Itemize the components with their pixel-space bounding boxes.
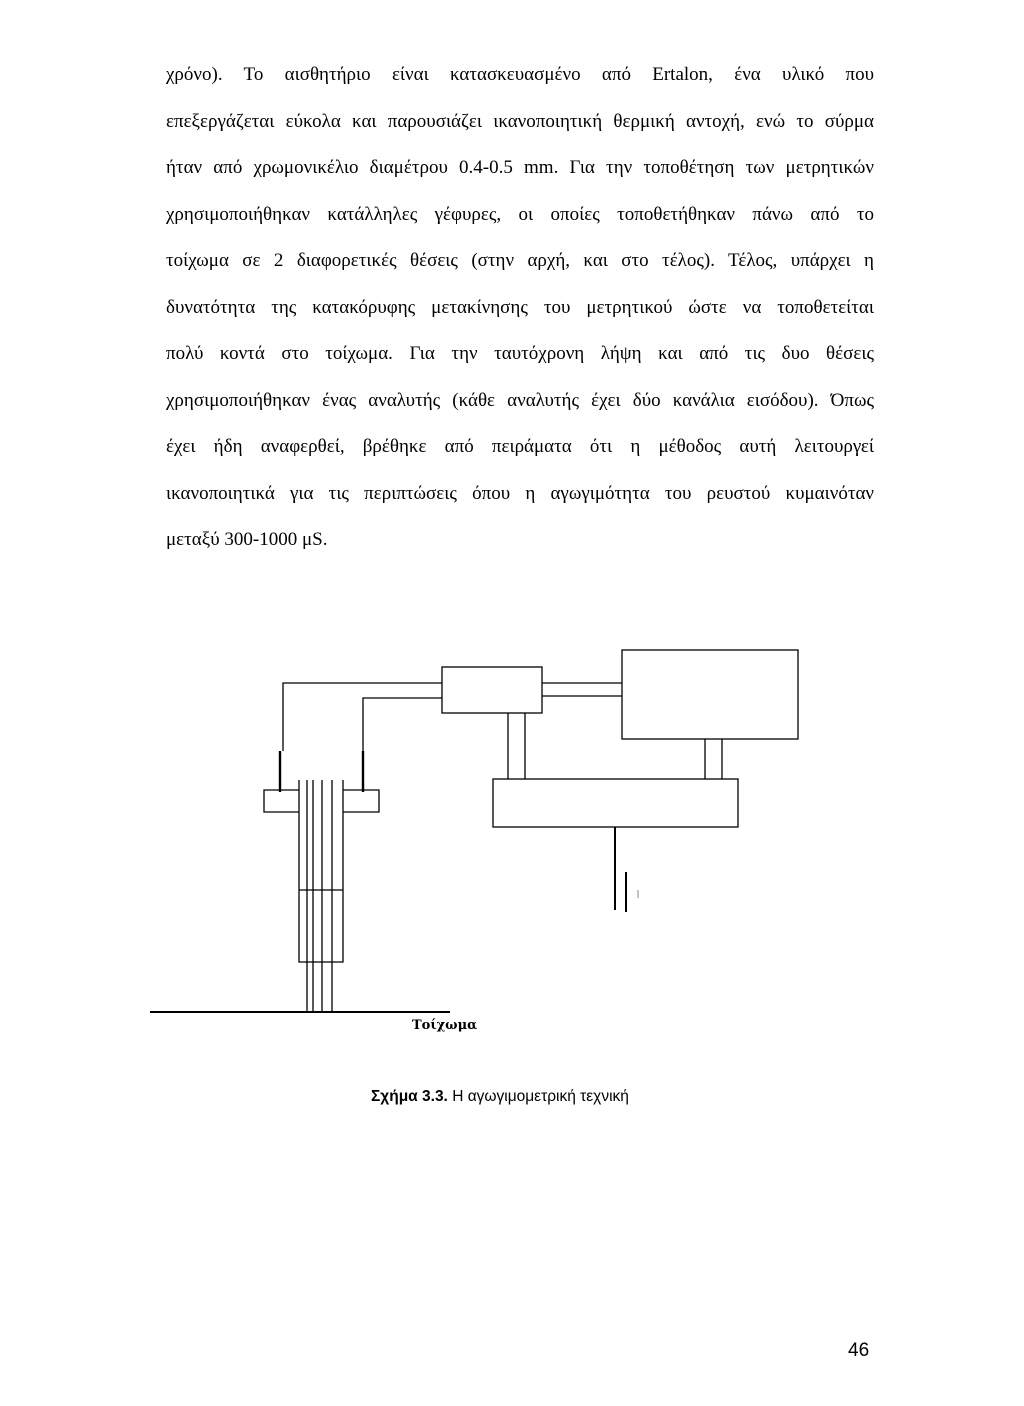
text-line: ικανοποιητικά για τις περιπτώσεις όπου η αγωγιμότητα του ρευστού κυμαινόταν bbox=[166, 482, 874, 504]
text-line: χρησιμοποιήθηκαν ένας αναλυτής (κάθε αναλυτής έχει δύο κανάλια εισόδου). Όπως bbox=[166, 389, 874, 411]
conductivity-diagram bbox=[150, 640, 830, 1050]
diagram-drawing bbox=[150, 640, 830, 1050]
body-paragraph bbox=[166, 57, 874, 569]
text-line: πολύ κοντά στο τοίχωμα. Για την ταυτόχρονη λήψη και από τις δυο θέσεις bbox=[166, 343, 874, 364]
figure-caption bbox=[371, 1088, 629, 1106]
housing-body bbox=[299, 780, 343, 962]
housing-flange-left bbox=[264, 790, 299, 812]
computer-box bbox=[622, 650, 798, 739]
text-line: επεξεργάζεται εύκολα και παρουσιάζει ικανοποιητική θερμική αντοχή, ενώ το σύρμα bbox=[166, 110, 874, 132]
text-line: χρησιμοποιήθηκαν κατάλληλες γέφυρες, οι οποίες τοποθετήθηκαν πάνω από το bbox=[166, 203, 874, 225]
text-line: δυνατότητα της κατακόρυφης μετακίνησης του μετρητικού ώστε να τοποθετείται bbox=[166, 296, 874, 318]
text-line-last: μεταξύ 300-1000 μS. bbox=[166, 529, 328, 550]
text-line: τοίχωμα σε 2 διαφορετικές θέσεις (στην αρχή, και στο τέλος). Τέλος, υπάρχει η bbox=[166, 250, 874, 271]
housing-flange-right bbox=[343, 790, 379, 812]
traverse-bridge-box bbox=[493, 779, 738, 827]
text-line: χρόνο). Το αισθητήριο είναι κατασκευασμένο από Ertalon, ένα υλικό που bbox=[166, 64, 874, 85]
wall-label: Τοίχωμα bbox=[412, 1018, 478, 1033]
cable-inner bbox=[363, 698, 442, 751]
text-line: έχει ήδη αναφερθεί, βρέθηκε από πειράματα ότι η μέθοδος αυτή λειτουργεί bbox=[166, 436, 874, 457]
page-number: 46 bbox=[848, 1340, 870, 1361]
text-line: ήταν από χρωμονικέλιο διαμέτρου 0.4-0.5 mm. Για την τοποθέτηση των μετρητικών bbox=[166, 157, 874, 178]
analyzer-box bbox=[442, 667, 542, 713]
caption-number: Σχήμα 3.3. bbox=[371, 1088, 448, 1105]
caption-text: Η αγωγιμομετρική τεχνική bbox=[452, 1088, 629, 1105]
